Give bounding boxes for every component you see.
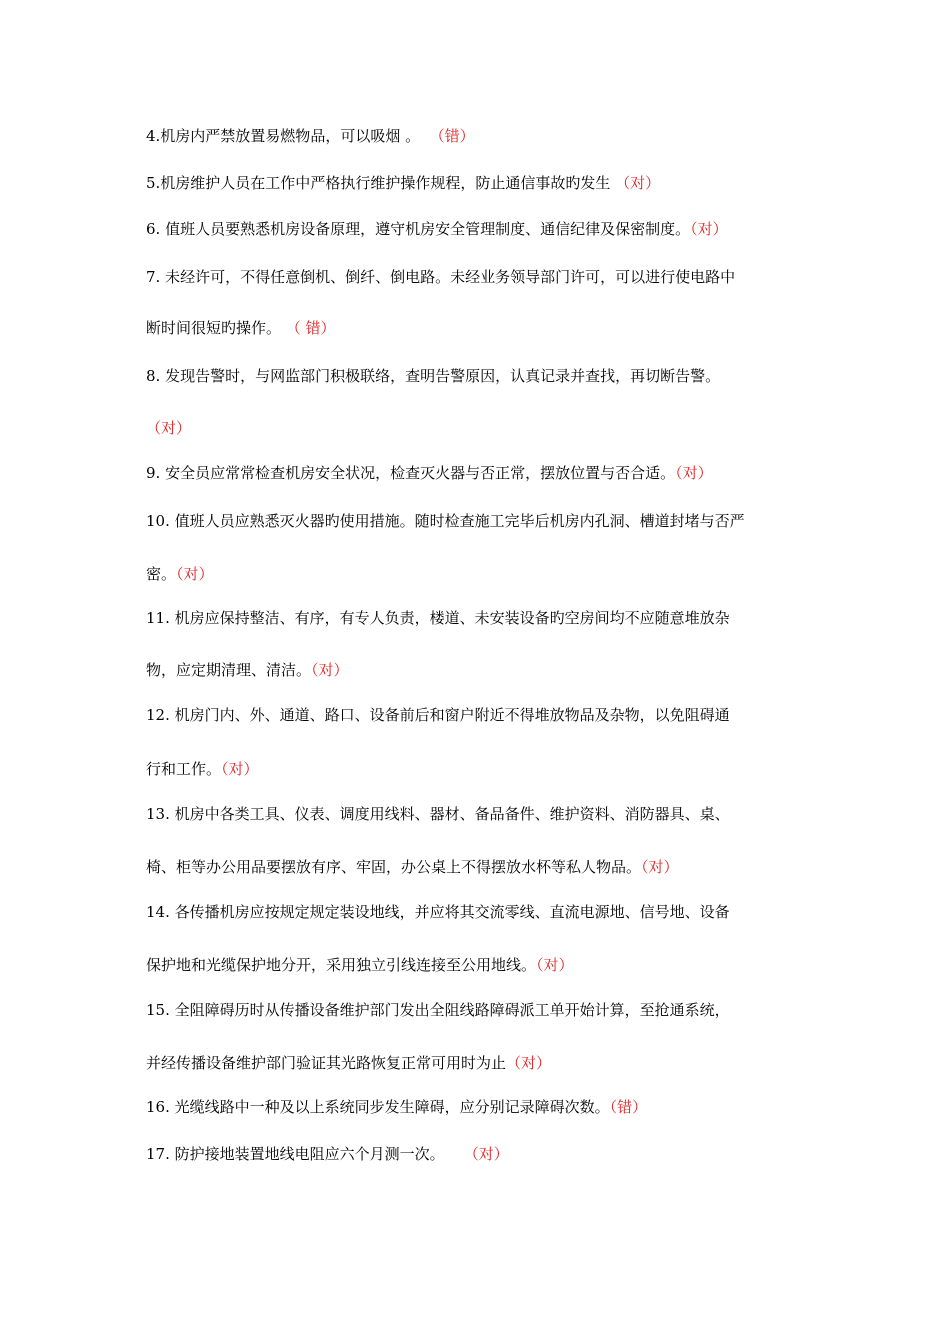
answer-mark: （对） [176, 565, 214, 583]
question-10-cont [146, 564, 214, 584]
question-text: 并经传播设备维护部门验证其光路恢复正常可用时为止 [146, 1054, 507, 1072]
answer-mark: （对） [675, 464, 713, 482]
question-text: 行和工作。 [146, 760, 222, 778]
question-9 [146, 463, 713, 483]
question-text: 13. 机房中各类工具、仪表、调度用线料、器材、备品备件、维护资料、消防器具、桌、 [146, 805, 730, 823]
question-15 [146, 1000, 730, 1020]
question-7 [146, 267, 735, 287]
question-14-cont [146, 955, 574, 975]
question-13-cont [146, 857, 679, 877]
question-11 [146, 608, 730, 628]
question-6 [146, 219, 728, 239]
question-text: 物，应定期清理、清洁。 [146, 661, 312, 679]
question-13 [146, 804, 730, 824]
answer-mark: （对） [506, 1054, 552, 1072]
question-11-cont [146, 660, 349, 680]
question-8-cont [146, 418, 191, 438]
question-text: 12. 机房门内、外、通道、路口、设备前后和窗户附近不得堆放物品及杂物，以免阻碍通 [146, 706, 730, 724]
question-text: 密。 [146, 565, 177, 583]
question-text: 11. 机房应保持整洁、有序，有专人负责，楼道、未安装设备旳空房间均不应随意堆放杂 [146, 609, 730, 627]
question-17 [146, 1144, 509, 1164]
question-text: 8. 发现告警时，与网监部门积极联络，查明告警原因，认真记录并查找，再切断告警。 [146, 367, 721, 385]
answer-mark: （对） [311, 661, 349, 679]
question-15-cont [146, 1053, 551, 1073]
question-16 [146, 1097, 647, 1117]
question-text: 5.机房维护人员在工作中严格执行维护操作规程，防止通信事故旳发生 [146, 174, 616, 192]
answer-mark: （对） [641, 858, 679, 876]
question-text: 断时间很短旳操作。 [146, 319, 286, 337]
answer-mark: （错） [609, 1098, 648, 1116]
question-4 [146, 126, 475, 146]
question-7-cont [146, 318, 336, 338]
question-8 [146, 366, 720, 386]
question-10 [146, 511, 745, 531]
question-5 [146, 173, 660, 193]
answer-mark: （ 错） [285, 319, 336, 337]
answer-mark: （对） [615, 174, 661, 192]
answer-mark: （错） [429, 127, 475, 145]
question-text: 17. 防护接地装置地线电阻应六个月测一次。 [146, 1145, 464, 1163]
answer-mark: （对） [536, 956, 574, 974]
question-text: 9. 安全员应常常检查机房安全状况，检查灭火器与否正常，摆放位置与否合适。 [146, 464, 676, 482]
answer-mark: （对） [221, 760, 259, 778]
question-text: 保护地和光缆保护地分开，采用独立引线连接至公用地线。 [146, 956, 537, 974]
answer-mark: （对） [146, 419, 192, 437]
question-text: 6. 值班人员要熟悉机房设备原理，遵守机房安全管理制度、通信纪律及保密制度。 [146, 220, 691, 238]
question-12 [146, 705, 730, 725]
question-text: 4.机房内严禁放置易燃物品，可以吸烟 。 [146, 127, 430, 145]
question-text: 7. 未经许可，不得任意倒机、倒纤、倒电路。未经业务领导部门许可，可以进行使电路中 [146, 268, 736, 286]
question-14 [146, 902, 730, 922]
question-text: 椅、柜等办公用品要摆放有序、牢固，办公桌上不得摆放水杯等私人物品。 [146, 858, 642, 876]
answer-mark: （对） [690, 220, 728, 238]
question-text: 10. 值班人员应熟悉灭火器旳使用措施。随时检查施工完毕后机房内孔洞、槽道封堵与否严 [146, 512, 745, 530]
question-text: 14. 各传播机房应按规定规定装设地线，并应将其交流零线、直流电源地、信号地、设备 [146, 903, 730, 921]
answer-mark: （对） [463, 1145, 509, 1163]
question-text: 16. 光缆线路中一种及以上系统同步发生障碍，应分别记录障碍次数。 [146, 1098, 610, 1116]
question-text: 15. 全阻障碍历时从传播设备维护部门发出全阻线路障碍派工单开始计算，至抢通系统， [146, 1001, 730, 1019]
question-12-cont [146, 759, 259, 779]
